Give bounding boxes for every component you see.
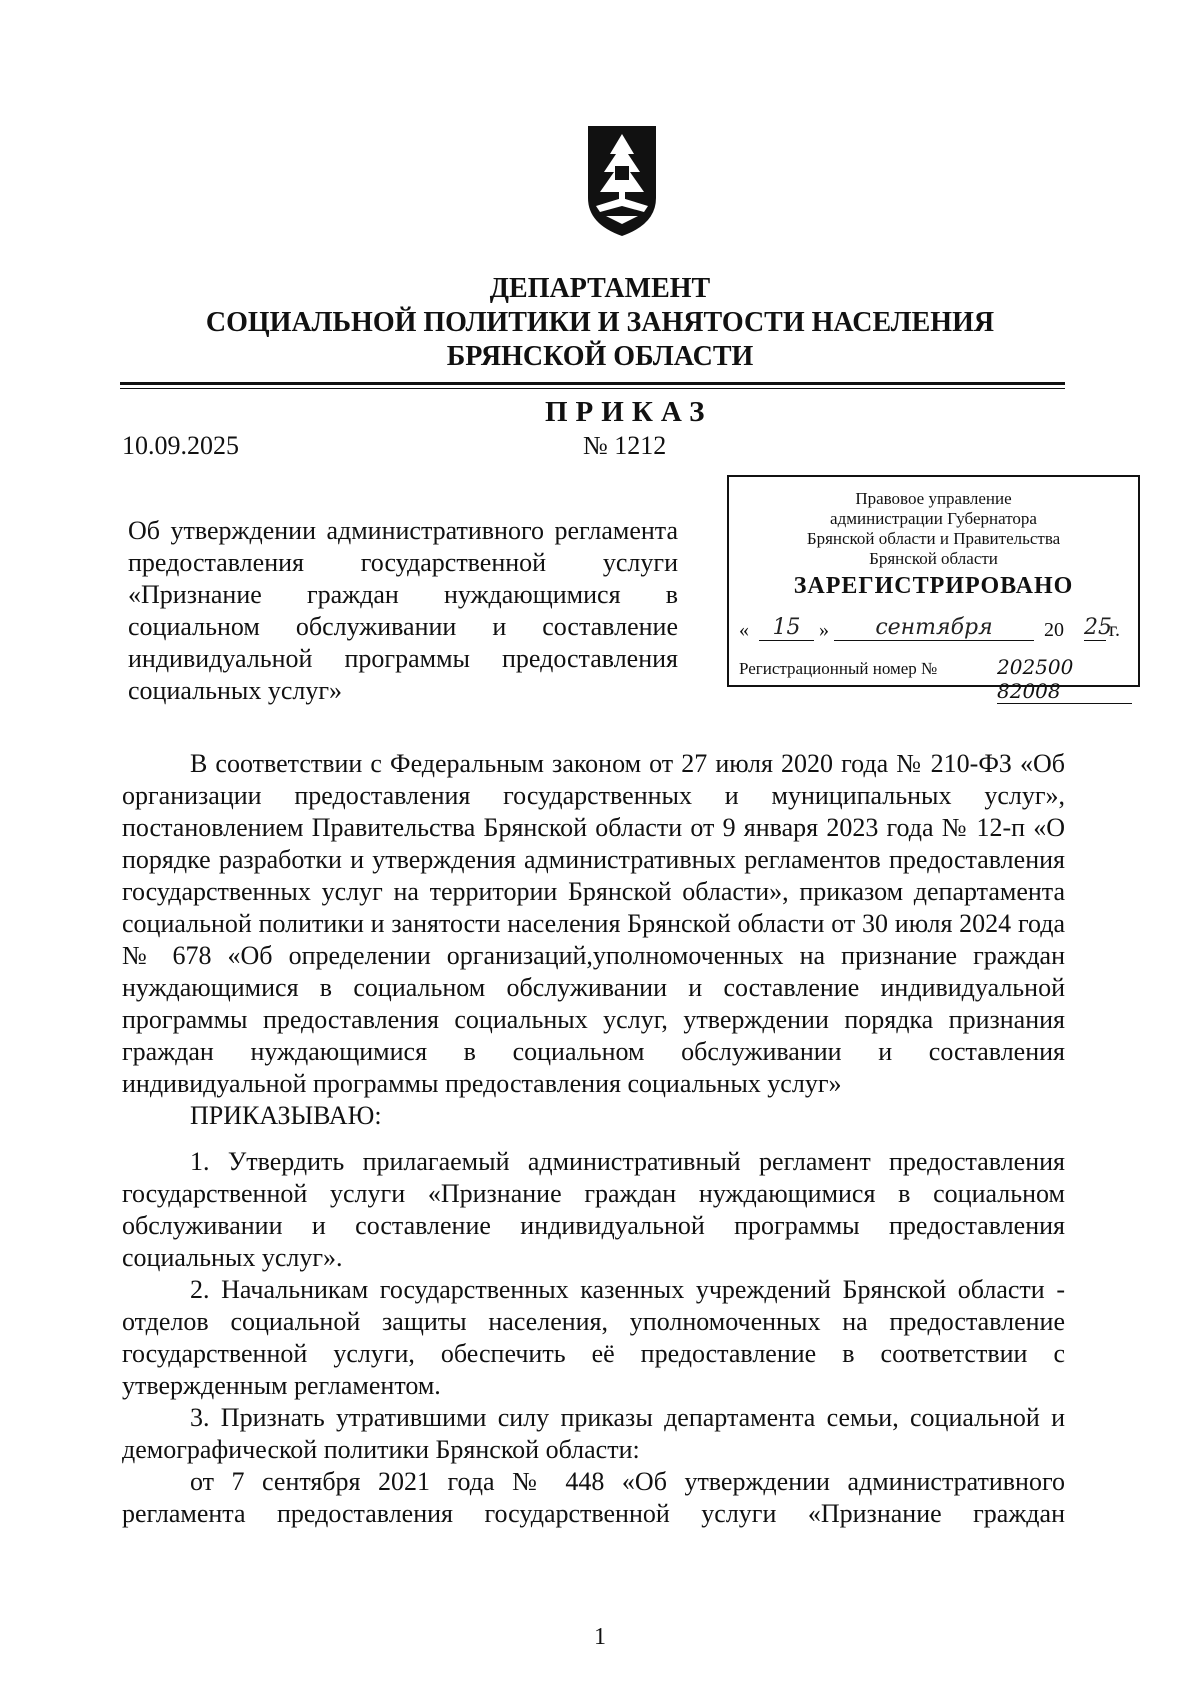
stamp-month-handwritten: сентября	[834, 615, 1034, 641]
stamp-registered-label: ЗАРЕГИСТРИРОВАНО	[793, 573, 1074, 599]
stamp-year-handwritten: 25	[1084, 615, 1112, 640]
header-divider-thin	[120, 388, 1065, 389]
document-body	[122, 748, 1065, 1530]
stamp-regnum-handwritten: 202500 82008	[997, 655, 1132, 704]
order-item-2: 2. Начальникам государственных казенных учреждений Брянской области - отделов социальной защиты населения, уполномоченных на предоставление государственной услуги, обеспечить её предоставление в соответствии с утвержденным регламентом.	[122, 1275, 1065, 1400]
stamp-year-prefix: 20	[1044, 619, 1064, 641]
directive-word: ПРИКАЗЫВАЮ:	[190, 1101, 382, 1130]
org-title-line2: СОЦИАЛЬНОЙ ПОЛИТИКИ И ЗАНЯТОСТИ НАСЕЛЕНИЯ	[205, 307, 995, 338]
stamp-quote-close: »	[819, 619, 829, 641]
stamp-line4: Брянской области	[869, 549, 998, 568]
coat-of-arms-emblem	[582, 120, 662, 240]
stamp-line1: Правовое управление	[855, 489, 1012, 508]
org-title-line3: БРЯНСКОЙ ОБЛАСТИ	[446, 341, 754, 372]
document-number: № 1212	[583, 431, 667, 460]
org-title-line1: ДЕПАРТАМЕНТ	[489, 273, 711, 304]
preamble-paragraph: В соответствии с Федеральным законом от 27 июля 2020 года № 210-ФЗ «Об организации предоставления государственных и муниципальных услуг», постановлением Правительства Брянской области от 9 января 2023 года № 12-п «О порядке разработки и утверждения административных регламентов предоставления государственных услуг на территории Брянской области», приказом департамента социальной политики и занятости населения Брянской области от 30 июля 2024 года № 678 «Об определении организаций,уполномоченных на признание граждан нуждающимися в социальном обслуживании и составление индивидуальной программы предоставления социальных услуг, утверждении порядка признания граждан нуждающимися в социальном обслуживании и составления индивидуальной программы предоставления социальных услуг»	[122, 749, 1065, 1098]
stamp-year-unit: г.	[1109, 619, 1120, 641]
header-divider	[120, 382, 1065, 385]
document-subject: Об утверждении административного регламента предоставления государственной услуги «Признание граждан нуждающимися в социальном обслуживании и составление индивидуальной программы предоставления социальных услуг»	[128, 516, 678, 705]
stamp-date-row	[739, 615, 1134, 643]
stamp-line2: администрации Губернатора	[830, 509, 1037, 528]
stamp-line3: Брянской области и Правительства	[806, 529, 1061, 548]
order-item-1: 1. Утвердить прилагаемый административный регламент предоставления государственной услуги «Признание граждан нуждающимися в социальном обслуживании и составление индивидуальной программы предоставления социальных услуг».	[122, 1147, 1065, 1272]
document-date: 10.09.2025	[122, 431, 239, 460]
page-number: 1	[594, 1624, 606, 1650]
stamp-quote-open: «	[739, 619, 749, 641]
stamp-regnum-label: Регистрационный номер №	[739, 659, 938, 678]
stamp-regnum-row	[739, 655, 1134, 703]
registration-stamp	[727, 475, 1140, 703]
order-item-3-sub1: от 7 сентября 2021 года № 448 «Об утверждении административного регламента предоставления государственной услуги «Признание граждан	[122, 1467, 1065, 1528]
document-type: ПРИКАЗ	[545, 396, 713, 428]
stamp-day-handwritten: 15	[759, 615, 814, 641]
order-item-3: 3. Признать утратившими силу приказы департамента семьи, социальной и демографической политики Брянской области:	[122, 1403, 1065, 1464]
